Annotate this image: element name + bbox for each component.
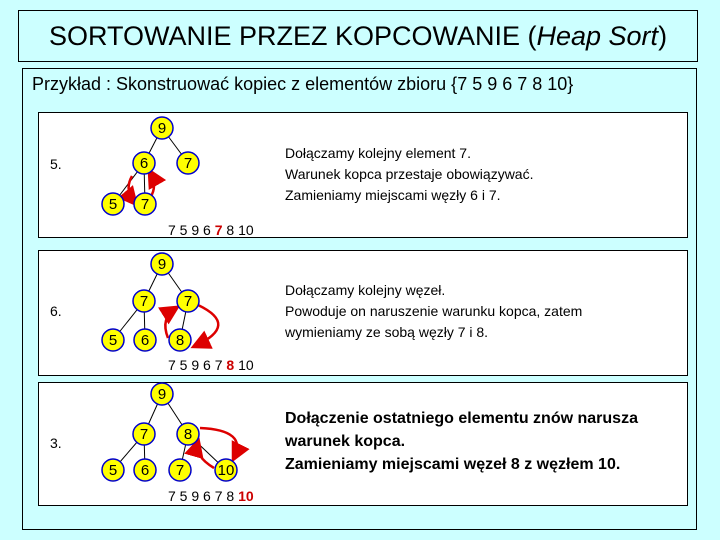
- heap-node: [151, 383, 173, 405]
- swap-arrow: [197, 442, 214, 468]
- heap-node: [102, 193, 124, 215]
- heap-node: [133, 152, 155, 174]
- node-value: 5: [108, 196, 118, 213]
- array-rest: 8 10: [222, 222, 254, 238]
- node-value: 5: [108, 462, 118, 479]
- array-plain: 7 5 9 6: [168, 222, 215, 238]
- node-value: 9: [157, 120, 167, 137]
- node-value: 7: [183, 155, 193, 172]
- node-value: 7: [140, 196, 150, 213]
- desc-line: Dołączenie ostatniego elementu znów narusza: [285, 410, 638, 427]
- desc-line: warunek kopca.: [285, 433, 406, 450]
- node-value: 6: [140, 462, 150, 479]
- desc-line: Dołączamy kolejny węzeł.: [285, 282, 446, 298]
- array-rest: 10: [234, 357, 254, 373]
- heap-node: [134, 329, 156, 351]
- heap-tree-3: [102, 383, 237, 481]
- swap-arrow: [129, 176, 135, 203]
- step-number-2: 6.: [50, 303, 62, 319]
- heap-node: [177, 152, 199, 174]
- node-value: 5: [108, 332, 118, 349]
- node-value: 8: [175, 332, 185, 349]
- desc-line: Zamieniamy miejscami węzły 6 i 7.: [285, 187, 501, 203]
- title-close: ): [658, 21, 668, 51]
- swap-arrow: [200, 428, 237, 458]
- title-italic: Heap Sort: [536, 21, 659, 51]
- heap-node: [151, 253, 173, 275]
- title-main: SORTOWANIE PRZEZ KOPCOWANIE (: [48, 21, 537, 51]
- array-plain: 7 5 9 6 7 8: [168, 488, 239, 504]
- heap-node: [134, 193, 156, 215]
- heap-node: [102, 459, 124, 481]
- heap-node: [177, 290, 199, 312]
- array-bold: 10: [238, 488, 254, 504]
- node-value: 6: [139, 155, 149, 172]
- array-bold: 8: [226, 357, 235, 373]
- heap-tree-2: [102, 253, 218, 351]
- heap-node: [151, 117, 173, 139]
- desc-line: Powoduje on naruszenie warunku kopca, zatem: [285, 303, 583, 319]
- swap-arrow: [195, 305, 218, 346]
- node-value: 7: [175, 462, 185, 479]
- array-bold: 7: [214, 222, 223, 238]
- node-value: 6: [140, 332, 150, 349]
- heap-node: [133, 423, 155, 445]
- heap-node: [215, 459, 237, 481]
- step-number-3: 3.: [50, 435, 62, 451]
- node-value: 9: [157, 386, 167, 403]
- desc-line: wymieniamy ze sobą węzły 7 i 8.: [285, 324, 489, 340]
- node-value: 8: [183, 426, 193, 443]
- desc-line: Dołączamy kolejny element 7.: [285, 145, 471, 161]
- node-value: 10: [217, 462, 235, 479]
- heap-node: [134, 459, 156, 481]
- desc-line: Zamieniamy miejscami węzeł 8 z węzłem 10.: [285, 456, 621, 473]
- desc-line: Warunek kopca przestaje obowiązywać.: [285, 166, 534, 182]
- heap-node: [169, 459, 191, 481]
- node-value: 7: [139, 293, 149, 310]
- array-plain: 7 5 9 6 7: [168, 357, 227, 373]
- step-number-1: 5.: [50, 156, 62, 172]
- heap-node: [133, 290, 155, 312]
- node-value: 7: [139, 426, 149, 443]
- subtitle: Przykład : Skonstruować kopiec z elementów zbioru {7 5 9 6 7 8 10}: [32, 74, 574, 94]
- heap-node: [102, 329, 124, 351]
- node-value: 9: [157, 256, 167, 273]
- heap-node: [177, 423, 199, 445]
- heap-tree-1: [102, 117, 199, 215]
- heap-node: [169, 329, 191, 351]
- node-value: 7: [183, 293, 193, 310]
